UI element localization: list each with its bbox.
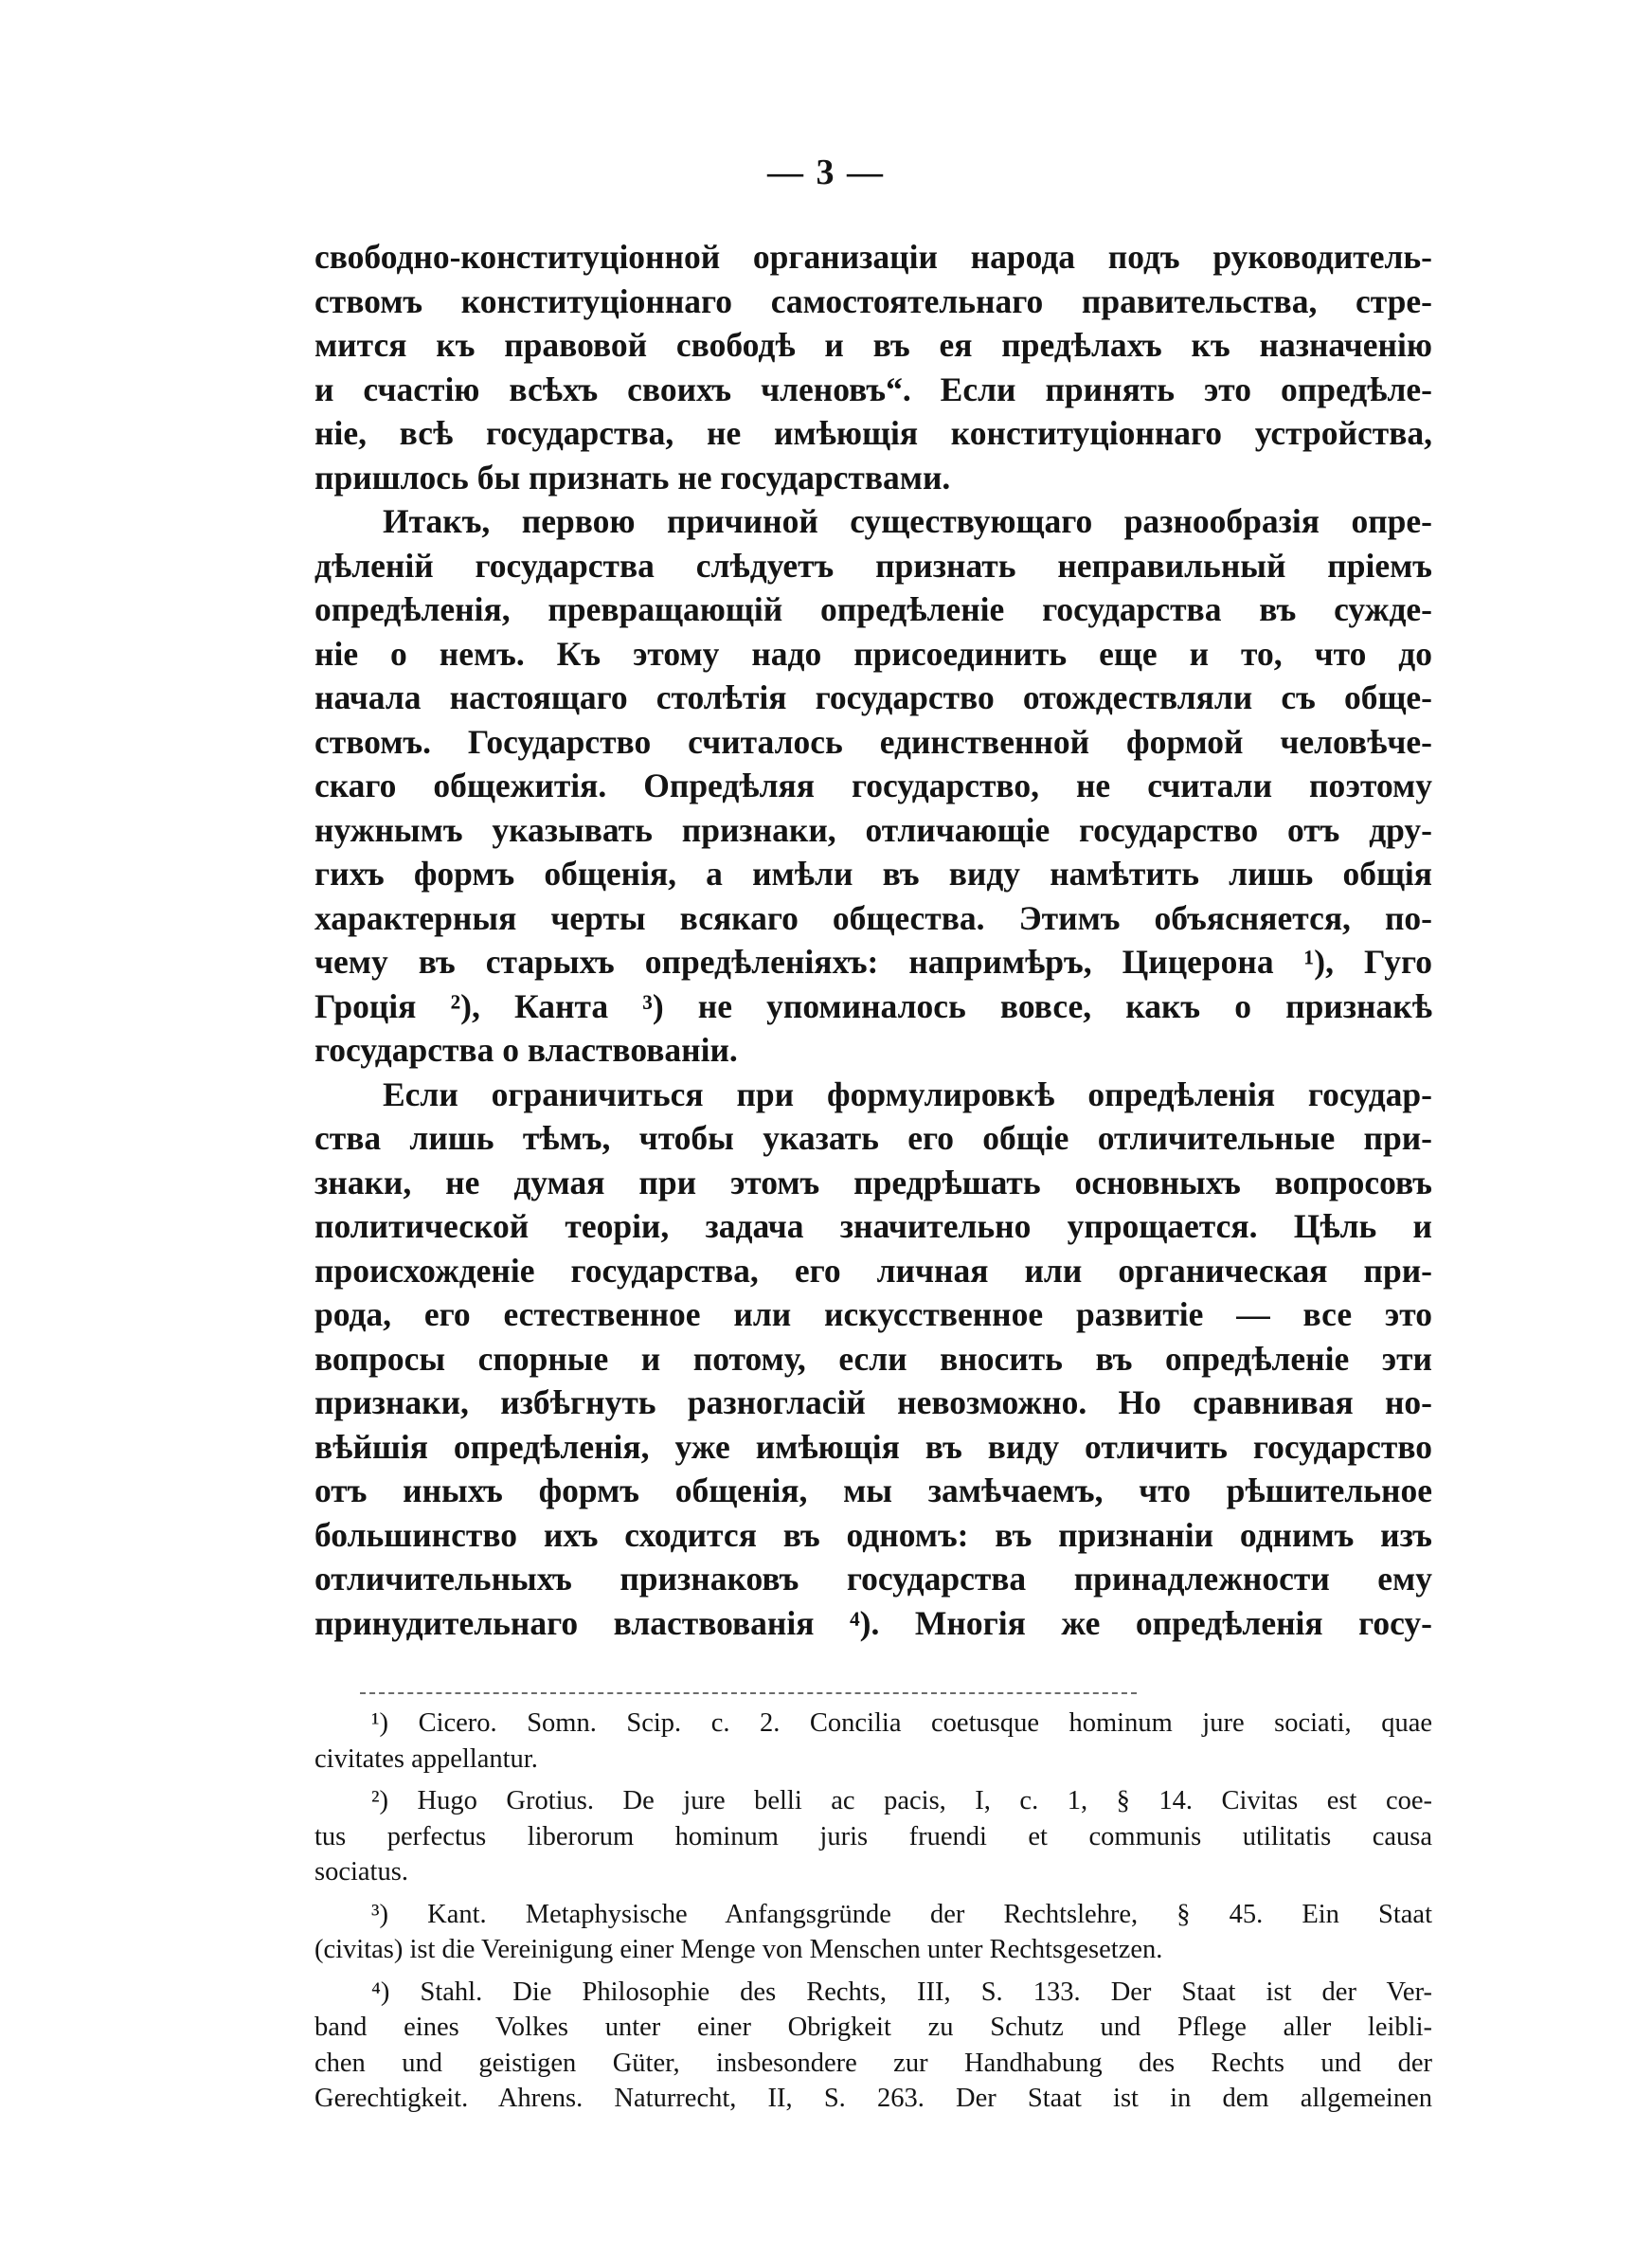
footnote-3: [314, 1897, 1432, 1968]
text-line: ніе о немъ. Къ этому надо присоединить еще и то, что до: [314, 634, 1432, 673]
footnote-line: (civitas) ist die Vereinigung einer Menge von Menschen unter Rechtsgesetzen.: [314, 1935, 1163, 1964]
text-line: происхожденіе государства, его личная или органическая при-: [314, 1251, 1432, 1290]
text-line: чему въ старыхъ опредѣленіяхъ: напримѣръ, Цицерона ¹), Гуго: [314, 943, 1432, 981]
text-line: опредѣленія, превращающій опредѣленіе государства въ сужде-: [314, 590, 1432, 628]
text-line: отъ иныхъ формъ общенія, мы замѣчаемъ, что рѣшительное: [314, 1472, 1432, 1509]
footnote-line: chen und geistigen Güter, insbesondere zur Handhabung des Rechts und der: [314, 2048, 1432, 2078]
text-line: политической теоріи, задача значительно упрощается. Цѣль и: [314, 1207, 1432, 1245]
footnote-line: ³) Kant. Metaphysische Anfangsgründe der Rechtslehre, § 45. Ein Staat: [371, 1899, 1432, 1929]
text-line: характерныя черты всякаго общества. Этимъ объясняется, по-: [314, 898, 1432, 937]
text-line: вопросы спорные и потому, если вносить въ опредѣленіе эти: [314, 1339, 1432, 1378]
footnote-4: [314, 1975, 1432, 2117]
text-line: ства лишь тѣмъ, чтобы указать его общіе отличительные при-: [314, 1119, 1432, 1157]
text-line: гихъ формъ общенія, а имѣли въ виду намѣтить лишь общія: [314, 855, 1432, 893]
text-line: мится къ правовой свободѣ и въ ея предѣлахъ къ назначенію: [314, 326, 1432, 364]
text-line: и счастію всѣхъ своихъ членовъ“. Если принять это опредѣле-: [314, 370, 1432, 408]
text-line: знаки, не думая при этомъ предрѣшать основныхъ вопросовъ: [314, 1163, 1432, 1201]
text-line: признаки, избѣгнуть разногласій невозможно. Но сравнивая но-: [314, 1383, 1432, 1421]
footnote-line: band eines Volkes unter einer Obrigkeit zu Schutz und Pflege aller leibli-: [314, 2013, 1432, 2042]
text-line: рода, его естественное или искусственное развитіе — все это: [314, 1295, 1432, 1333]
text-line: большинство ихъ сходится въ одномъ: въ признаніи однимъ изъ: [314, 1515, 1432, 1554]
footnote-line: tus perfectus liberorum hominum juris fruendi et communis utilitatis causa: [314, 1821, 1432, 1851]
footnote-line: ⁴) Stahl. Die Philosophie des Rechts, III, S. 133. Der Staat ist der Ver-: [371, 1977, 1432, 2007]
text-line: принудительнаго властвованія ⁴). Многія же опредѣленія госу-: [314, 1603, 1432, 1642]
text-line: вѣйшія опредѣленія, уже имѣющія въ виду отличить государство: [314, 1427, 1432, 1466]
text-line: свободно-конституціонной организаціи народа подъ руководитель-: [314, 238, 1432, 276]
footnote-line: civitates appellantur.: [314, 1743, 538, 1774]
text-line: Итакъ, первою причиной существующаго разнообразія опре-: [383, 502, 1432, 540]
footnote-line: sociatus.: [314, 1857, 408, 1887]
text-line: нужнымъ указывать признаки, отличающіе государство отъ дру-: [314, 810, 1432, 849]
footnote-1: [314, 1706, 1432, 1777]
footnotes: [314, 1706, 1432, 2123]
text-line: начала настоящаго столѣтія государство отождествляли съ обще-: [314, 678, 1432, 716]
text-line: Гроція ²), Канта ³) не упоминалось вовсе, какъ о признакѣ: [314, 986, 1432, 1025]
text-line: Если ограничиться при формулировкѣ опредѣленія государ-: [383, 1074, 1432, 1113]
main-text: [314, 235, 1432, 1645]
footnote-line: Gerechtigkeit. Ahrens. Naturrecht, II, S. 263. Der Staat ist in dem allgemeinen: [314, 2084, 1432, 2113]
page-number: — 3 —: [767, 153, 885, 192]
text-line: пришлось бы признать не государствами.: [314, 458, 951, 497]
footnote-line: ²) Hugo Grotius. De jure belli ac pacis, I, c. 1, § 14. Civitas est coe-: [371, 1786, 1432, 1815]
text-line: ніе, всѣ государства, не имѣющія конституціоннаго устройства,: [314, 414, 1432, 452]
text-line: дѣленій государства слѣдуетъ признать неправильный пріемъ: [314, 546, 1432, 585]
footnote-separator: [360, 1692, 1137, 1694]
footnote-2: [314, 1783, 1432, 1890]
text-line: ствомъ конституціоннаго самостоятельнаго правительства, стре-: [314, 281, 1432, 320]
text-line: скаго общежитія. Опредѣляя государство, не считали поэтому: [314, 767, 1432, 804]
text-line: государства о властвованіи.: [314, 1031, 738, 1069]
text-line: отличительныхъ признаковъ государства принадлежности ему: [314, 1560, 1432, 1598]
footnote-line: ¹) Cicero. Somn. Scip. c. 2. Concilia coetusque hominum jure sociati, quae: [371, 1708, 1432, 1738]
text-line: ствомъ. Государство считалось единственной формой человѣче-: [314, 722, 1432, 761]
